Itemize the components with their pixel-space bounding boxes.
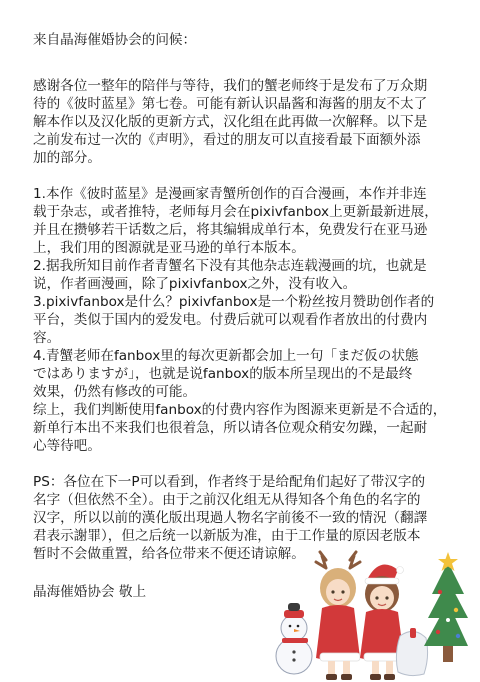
intro-line: 待的《彼时蓝星》第七卷。可能有新认识晶酱和海酱的朋友不太了 [33,96,428,112]
ps-line: 汉字，所以以前的漢化版出現過人物名字前後不一致的情況（翻譯 [33,510,428,526]
point-line: 并且在攒够若干话数之后，将其编辑成单行本，免费发行在亚马逊 [33,222,428,238]
point-line: 新单行本出不来我们也很着急，所以请各位观众稍安勿躁，一起耐 [33,420,428,436]
point-line: 心等待吧。 [33,438,101,454]
ps-line: PS：各位在下一P可以看到，作者终于是给配角们起好了带汉字的 [33,474,426,490]
intro-line: 感谢各位一整年的陪伴与等待，我们的蟹老师终于是发布了万众期 [33,78,428,94]
point-line: 容。 [33,330,61,346]
point-line: 1.本作《彼时蓝星》是漫画家青蟹所创作的百合漫画，本作并非连 [33,186,427,202]
ps-line: 暂时不会做重置，给各位带来不便还请谅解。 [33,546,305,562]
intro-line: 加的部分。 [33,150,101,166]
girl-with-antlers-icon [316,552,360,680]
ps-line: 君表示謝罪），但之后统一以新版为准，由于工作量的原因老版本 [33,528,421,544]
point-line: 效果，仍然有修改的可能。 [33,384,197,400]
intro-line: 之前发布过一次的《声明》，看过的朋友可以直接看最下面额外添 [33,132,421,148]
snowman-icon [276,603,312,674]
point-line: 载于杂志，或者推特，老师每月会在pixivfanbox上更新最新进展， [33,204,438,220]
christmas-illustration [272,548,468,682]
point-line: 3.pixivfanbox是什么？pixivfanbox是一个粉丝按月赞助创作者的 [33,294,435,310]
point-line: 平台，类似于国内的爱发电。付费后就可以观看作者放出的付费内 [33,312,428,328]
point-line: 说，作者画漫画，除了pixivfanbox之外，没有收入。 [33,276,357,292]
greeting: 来自晶海催婚协会的问候： [33,32,197,48]
christmas-tree-icon [424,552,468,662]
gift-bag-icon [396,628,427,676]
point-line: 2.据我所知目前作者青蟹名下没有其他杂志连载漫画的坑，也就是 [33,258,427,274]
point-line: 上，我们用的图源就是亚马逊的单行本版本。 [33,240,305,256]
signature: 晶海催婚协会 敬上 [33,584,147,600]
point-line: 综上，我们判断使用fanbox的付费内容作为图源来更新是不合适的， [33,402,447,418]
point-line: ではありますが」，也就是说fanbox的版本所呈现出的不是最终 [33,366,413,382]
point-line: 4.青蟹老师在fanbox里的每次更新都会加上一句「まだ仮の状態 [33,348,419,364]
intro-line: 解本作以及汉化版的更新方式，汉化组在此再做一次解释。以下是 [33,114,428,130]
ps-line: 名字（但依然不全）。由于之前汉化组无从得知各个角色的名字的 [33,492,421,508]
